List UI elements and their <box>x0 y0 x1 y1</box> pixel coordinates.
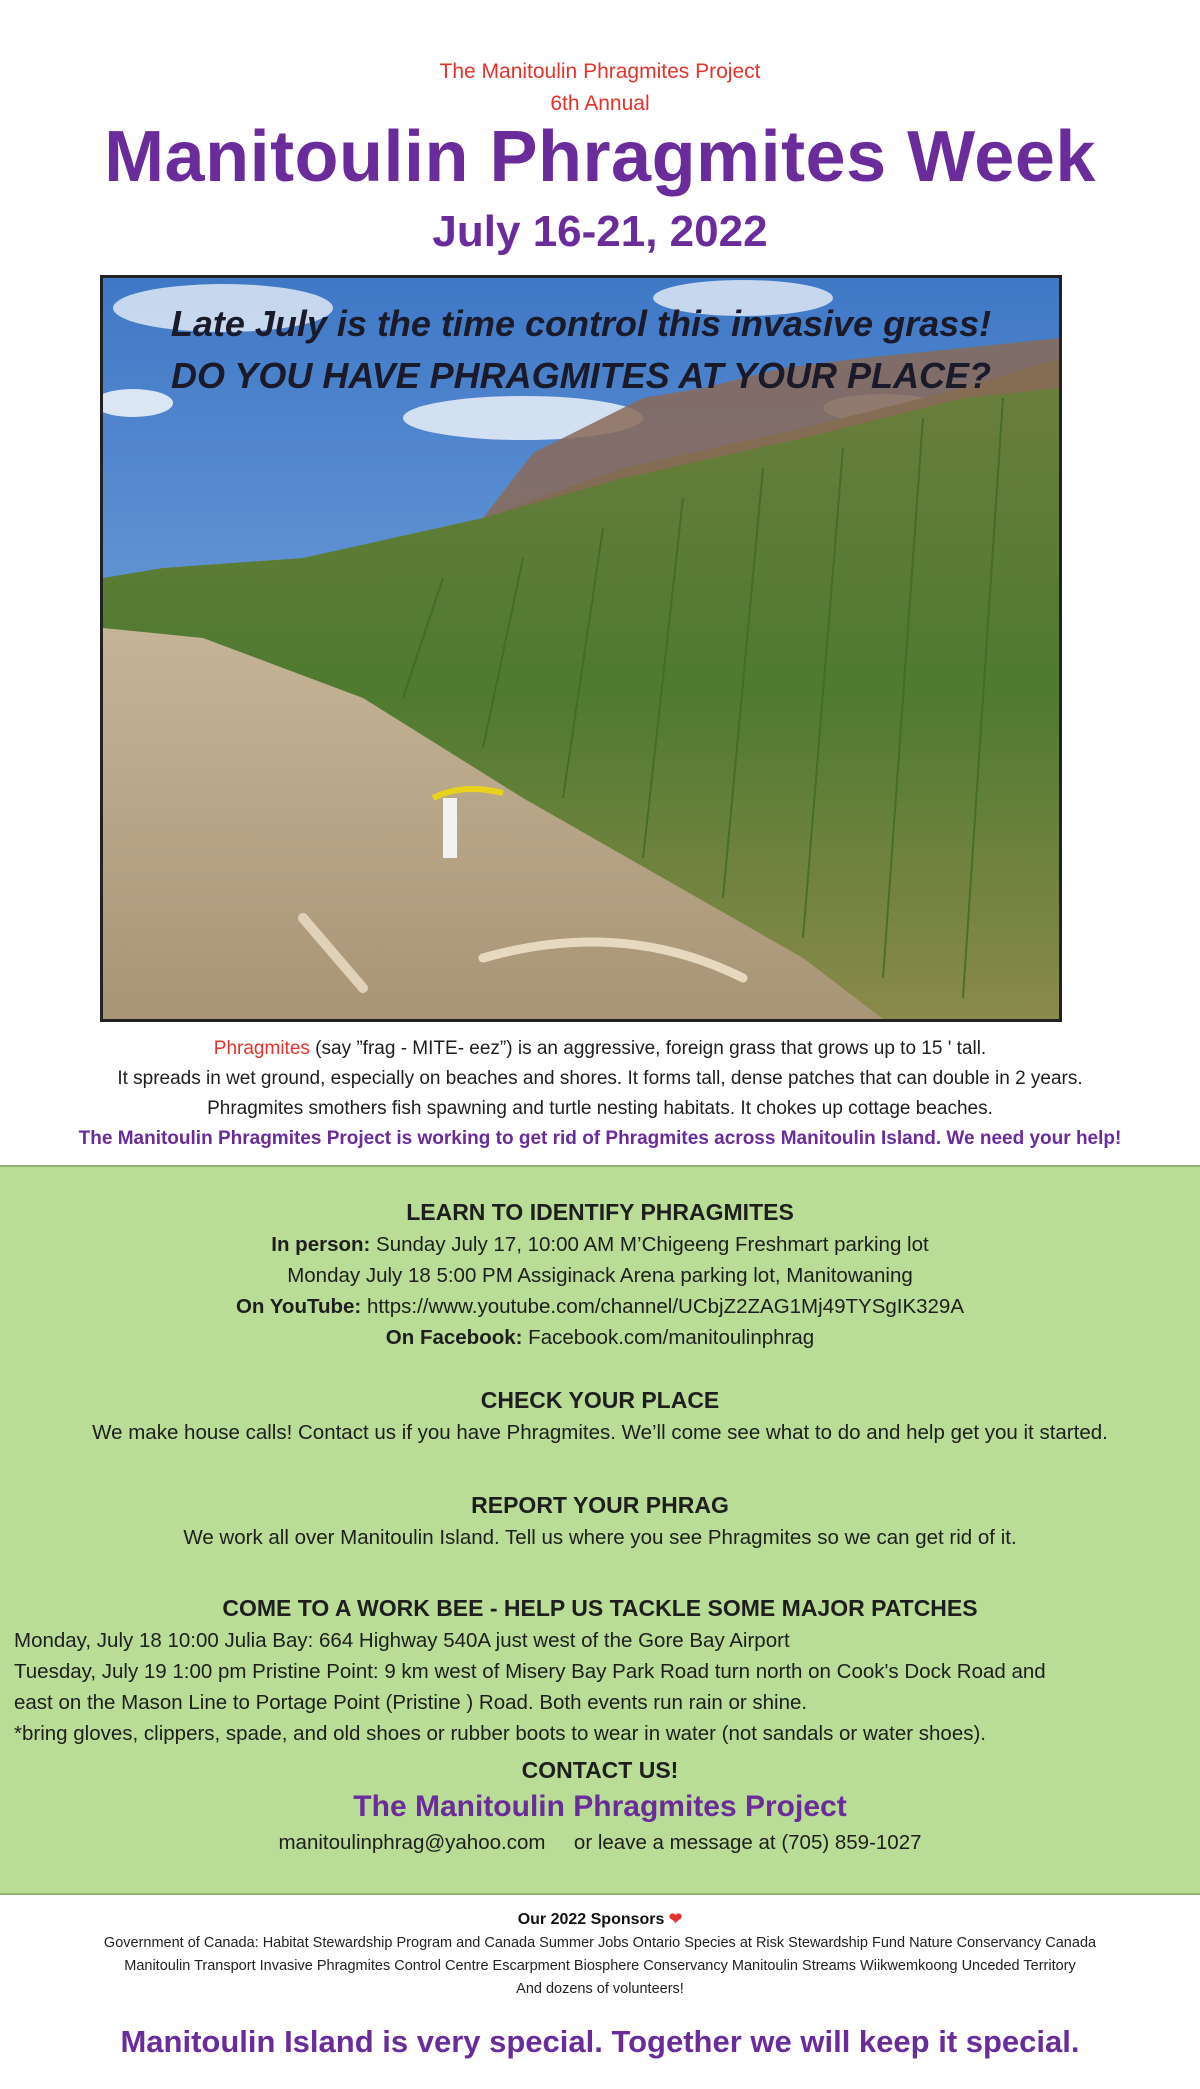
report-heading: REPORT YOUR PHRAG <box>471 1492 729 1518</box>
footer-slogan: Manitoulin Island is very special. Together we will keep it special. <box>120 2024 1080 2059</box>
workbee-line-2: Tuesday, July 19 1:00 pm Pristine Point: 9 km west of Misery Bay Park Road turn north on Cook's Dock Road and <box>14 1660 1046 1683</box>
project-name: The Manitoulin Phragmites Project <box>439 60 761 83</box>
page-title: Manitoulin Phragmites Week <box>104 117 1096 197</box>
in-person-line-2: Monday July 18 5:00 PM Assiginack Arena parking lot, Manitowaning <box>287 1264 913 1287</box>
in-person-label: In person: <box>271 1233 371 1256</box>
facebook-label: On Facebook: <box>385 1326 523 1349</box>
headline-line-2: DO YOU HAVE PHRAGMITES AT YOUR PLACE? <box>170 355 992 396</box>
phragmites-word: Phragmites <box>213 1038 310 1059</box>
workbee-line-4: *bring gloves, clippers, spade, and old shoes or rubber boots to wear in water (not sandals or water shoes). <box>14 1722 986 1745</box>
sponsors-title-text: Our 2022 Sponsors <box>517 1911 665 1928</box>
contact-email[interactable]: manitoulinphrag@yahoo.com <box>278 1831 546 1854</box>
intro-call-to-action: The Manitoulin Phragmites Project is working to get rid of Phragmites across Manitoulin Island. We need your help! <box>78 1128 1122 1149</box>
youtube-label: On YouTube: <box>235 1295 362 1318</box>
phragmites-photo <box>100 275 1062 1022</box>
learn-heading: LEARN TO IDENTIFY PHRAGMITES <box>406 1199 794 1225</box>
report-text: We work all over Manitoulin Island. Tell us where you see Phragmites so we can get rid of it. <box>183 1526 1017 1549</box>
in-person-line-1 <box>0 1229 1200 1260</box>
header-supertitle <box>0 56 1200 120</box>
sponsors-line-3: And dozens of volunteers! <box>516 1981 684 1997</box>
sponsors-line-1: Government of Canada: Habitat Stewardship Program and Canada Summer Jobs Ontario Species at Risk Stewardship Fund Nature Conservancy Canada <box>103 1935 1097 1951</box>
intro-line-1-rest: (say ”frag - MITE- eez”) is an aggressive, foreign grass that grows up to 15 ' tall. <box>309 1038 987 1059</box>
check-heading: CHECK YOUR PLACE <box>480 1387 720 1413</box>
report-section <box>0 1488 1200 1553</box>
check-section <box>0 1383 1200 1448</box>
sponsors-title <box>0 1908 1200 1932</box>
youtube-link[interactable]: https://www.youtube.com/channel/UCbjZ2ZAG1Mj49TYSgIK329A <box>361 1295 965 1318</box>
intro-line-1 <box>0 1034 1200 1064</box>
photo-headline <box>103 298 1059 402</box>
check-text: We make house calls! Contact us if you have Phragmites. We’ll come see what to do and help get you it started. <box>92 1421 1108 1444</box>
workbee-line-1: Monday, July 18 10:00 Julia Bay: 664 Highway 540A just west of the Gore Bay Airport <box>14 1629 790 1652</box>
intro-line-2: It spreads in wet ground, especially on beaches and shores. It forms tall, dense patches that can double in 2 years. <box>117 1068 1083 1089</box>
contact-heading: CONTACT US! <box>521 1757 679 1783</box>
youtube-line <box>0 1291 1200 1322</box>
info-panel <box>0 1165 1200 1895</box>
workbee-heading: COME TO A WORK BEE - HELP US TACKLE SOME MAJOR PATCHES <box>222 1595 978 1621</box>
heart-icon: ❤ <box>668 1911 683 1928</box>
facebook-line <box>0 1322 1200 1353</box>
contact-phone: or leave a message at (705) 859-1027 <box>573 1831 922 1854</box>
contact-line <box>0 1827 1200 1858</box>
facebook-link[interactable]: Facebook.com/manitoulinphrag <box>522 1326 815 1349</box>
contact-project-name: The Manitoulin Phragmites Project <box>353 1790 847 1823</box>
learn-section <box>0 1195 1200 1353</box>
contact-section <box>0 1753 1200 1858</box>
in-person-event-1: Sunday July 17, 10:00 AM M’Chigeeng Freshmart parking lot <box>370 1233 929 1256</box>
sponsors-line-2: Manitoulin Transport Invasive Phragmites Control Centre Escarpment Biosphere Conservancy Manitoulin Streams Wiikwemkoong Unceded Territory <box>124 1958 1076 1974</box>
workbee-section <box>0 1591 1200 1749</box>
sponsors-section <box>0 1908 1200 2001</box>
edition-label: 6th Annual <box>550 92 650 115</box>
headline-line-1: Late July is the time control this invasive grass! <box>170 303 992 344</box>
workbee-line-3: east on the Mason Line to Portage Point (Pristine ) Road. Both events run rain or shine. <box>14 1691 808 1714</box>
intro-line-3: Phragmites smothers fish spawning and turtle nesting habitats. It chokes up cottage beaches. <box>207 1098 993 1119</box>
event-dates: July 16-21, 2022 <box>432 207 768 256</box>
intro-paragraph <box>0 1034 1200 1154</box>
